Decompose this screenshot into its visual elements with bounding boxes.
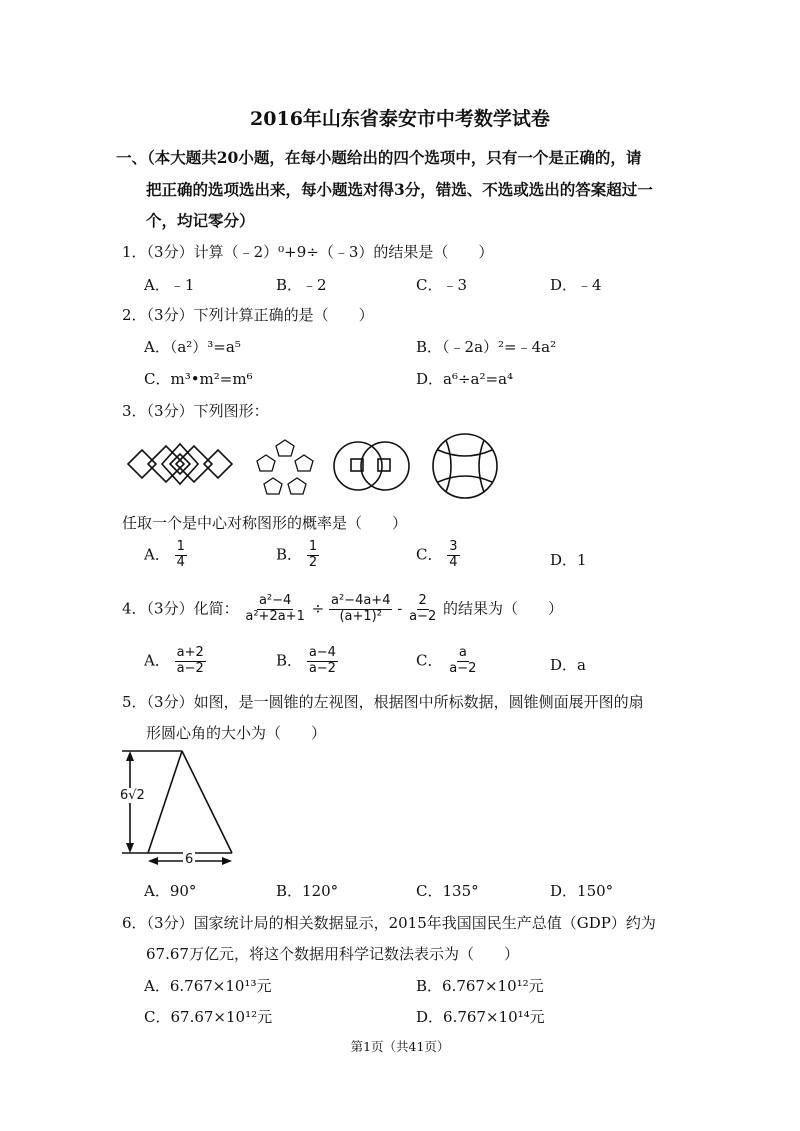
cone-base-label: 6 <box>185 852 194 867</box>
q3-option-c-fraction <box>447 540 459 571</box>
q4-prefix: 4．（3分）化简： <box>122 599 239 618</box>
q2-option-d: D．a⁶÷a²=a⁴ <box>416 370 514 388</box>
q4-b-numerator: a−4 <box>308 645 336 660</box>
cone-left-edge <box>148 751 182 853</box>
q3-option-d: D．1 <box>550 551 587 569</box>
q3-a-denominator: 4 <box>176 554 185 570</box>
question-2-stem: 2．（3分）下列计算正确的是（ ） <box>122 306 374 324</box>
q4-fraction-2 <box>329 594 392 625</box>
q2-option-a: A．（a²）³=a⁵ <box>144 338 241 356</box>
question-5-line2: 形圆心角的大小为（ ） <box>146 724 327 742</box>
q3-b-denominator: 2 <box>308 554 318 570</box>
figure-circle-curves <box>433 434 497 498</box>
section-instructions-line3: 个，均记零分） <box>146 211 255 230</box>
q4-f2-numerator: a²−4a+4 <box>331 593 391 608</box>
q4-option-b-label: B． <box>276 651 303 670</box>
q3-option-a-label: A． <box>144 545 170 564</box>
q4-option-a-label: A． <box>144 651 170 670</box>
q3-c-denominator: 4 <box>449 554 458 570</box>
q4-option-c-fraction <box>447 646 478 677</box>
q4-option-a-fraction <box>175 646 206 677</box>
q4-suffix: 的结果为（ ） <box>443 599 564 618</box>
q5-option-c: C．135° <box>416 882 479 900</box>
q3-figures <box>120 428 520 508</box>
figure-linked-diamonds <box>128 444 232 484</box>
q6-option-a: A．6.767×10¹³元 <box>144 977 272 995</box>
question-6-line2: 67.67万亿元，将这个数据用科学记数法表示为（ ） <box>146 945 519 963</box>
q4-option-c <box>416 646 478 677</box>
q2-option-c: C．m³•m²=m⁶ <box>144 370 253 388</box>
page-title: 2016年山东省泰安市中考数学试卷 <box>250 108 550 130</box>
q4-f2-denominator: (a+1)² <box>339 608 382 624</box>
section-instructions-line2: 把正确的选项选出来，每小题选对得3分，错选、不选或选出的答案超过一 <box>146 180 653 199</box>
question-5-line1: 5．（3分）如图，是一圆锥的左视图，根据图中所标数据，圆锥侧面展开图的扇 <box>122 693 644 711</box>
q4-b-denominator: a−2 <box>308 660 336 676</box>
cone-right-edge <box>182 751 232 853</box>
q6-option-b: B．6.767×10¹²元 <box>416 977 544 995</box>
question-3-ask: 任取一个是中心对称图形的概率是（ ） <box>122 514 408 532</box>
cone-height-label: 6√2 <box>120 788 145 803</box>
q4-a-denominator: a−2 <box>176 660 204 676</box>
q4-f1-numerator: a²−4 <box>258 593 292 608</box>
q4-fraction-1 <box>243 594 306 625</box>
q4-c-numerator: a <box>458 645 467 660</box>
q5-option-b: B．120° <box>276 882 339 900</box>
q3-b-numerator: 1 <box>308 539 318 554</box>
q4-option-b <box>276 646 338 677</box>
question-6-line1: 6．（3分）国家统计局的相关数据显示，2015年我国国民生产总值（GDP）约为 <box>122 914 656 932</box>
q6-option-d: D．6.767×10¹⁴元 <box>416 1008 545 1026</box>
q4-option-d: D．a <box>550 656 586 674</box>
q3-option-b <box>276 540 319 571</box>
q5-option-d: D．150° <box>550 882 614 900</box>
q1-option-c: C．﹣3 <box>416 276 468 294</box>
q1-option-d: D．﹣4 <box>550 276 602 294</box>
q3-option-b-fraction <box>307 540 319 571</box>
q3-a-numerator: 1 <box>176 539 185 554</box>
q4-f1-denominator: a²+2a+1 <box>245 608 305 624</box>
question-4-stem <box>122 594 563 625</box>
q1-option-b: B．﹣2 <box>276 276 327 294</box>
q4-f3-numerator: 2 <box>418 593 427 608</box>
q3-option-c <box>416 540 460 571</box>
figure-two-coins <box>334 442 409 490</box>
q3-option-a-fraction <box>175 540 187 571</box>
q4-c-denominator: a−2 <box>449 660 477 676</box>
q4-f3-denominator: a−2 <box>409 608 437 624</box>
section-instructions-line1: 一、（本大题共20小题，在每小题给出的四个选项中，只有一个是正确的，请 <box>116 148 642 167</box>
figure-five-pentagons <box>257 440 313 494</box>
q4-option-c-label: C． <box>416 651 443 670</box>
q4-minus-sign: - <box>397 599 403 618</box>
page-footer: 第1页（共41页） <box>350 1039 450 1054</box>
q3-c-numerator: 3 <box>449 539 458 554</box>
q5-option-a: A．90° <box>144 882 197 900</box>
q3-option-b-label: B． <box>276 545 303 564</box>
q3-option-c-label: C． <box>416 545 443 564</box>
q2-option-b: B．（﹣2a）²=﹣4a² <box>416 338 557 356</box>
question-3-stem: 3．（3分）下列图形： <box>122 402 269 420</box>
q6-option-c: C．67.67×10¹²元 <box>144 1008 273 1026</box>
q4-fraction-3 <box>407 594 438 625</box>
q4-a-numerator: a+2 <box>176 645 204 660</box>
q4-divide-sign: ÷ <box>311 599 325 618</box>
q1-option-a: A．﹣1 <box>144 276 195 294</box>
q4-option-b-fraction <box>307 646 338 677</box>
q3-option-a <box>144 540 187 571</box>
q4-option-a <box>144 646 206 677</box>
question-1-stem: 1．（3分）计算（﹣2）⁰+9÷（﹣3）的结果是（ ） <box>122 243 494 261</box>
